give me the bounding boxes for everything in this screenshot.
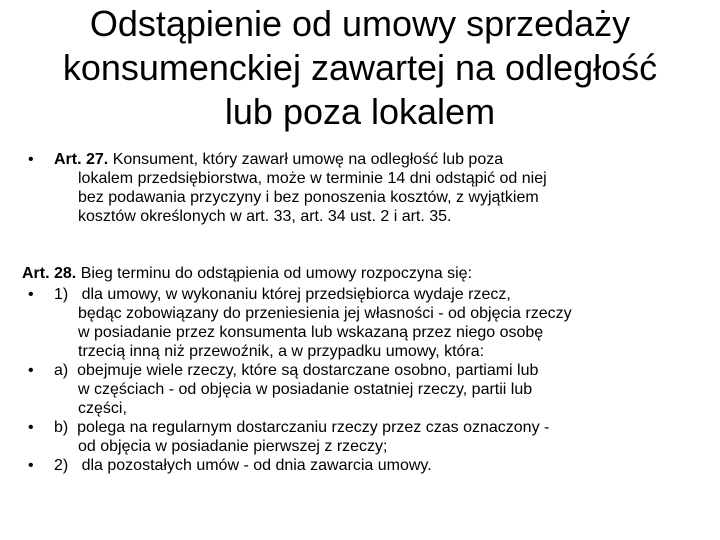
- art28-item-2: [22, 456, 702, 475]
- item-first-line: 1) dla umowy, w wykonaniu której przedsiębiorca wydaje rzecz,: [54, 286, 511, 303]
- item-first-line: b) polega na regularnym dostarczaniu rzeczy przez czas oznaczony -: [54, 419, 550, 436]
- art27-item: [22, 150, 702, 226]
- bullet-icon: •: [28, 151, 34, 168]
- art28-item-a: [22, 361, 702, 418]
- art28-item-1: [22, 285, 702, 361]
- art27-paragraph: [22, 150, 702, 226]
- item-line: od objęcia w posiadanie pierwszej z rzeczy;: [78, 438, 388, 455]
- item-line: w częściach - od objęcia w posiadanie ostatniej rzeczy, partii lub: [78, 381, 533, 398]
- title-line-2: konsumenckiej zawartej na odległość: [62, 47, 658, 88]
- item-first-line: a) obejmuje wiele rzeczy, które są dostarczane osobno, partiami lub: [54, 362, 539, 379]
- item-marker: 1): [54, 286, 69, 303]
- art28-section: [22, 264, 702, 475]
- bullet-icon: •: [28, 362, 34, 379]
- item-marker: a): [54, 362, 69, 379]
- item-marker: b): [54, 419, 69, 436]
- art27-line-2: lokalem przedsiębiorstwa, może w terminie 14 dni odstąpić od niej: [78, 170, 547, 187]
- art27-line-3: bez podawania przyczyny i bez ponoszenia kosztów, z wyjątkiem: [78, 189, 539, 206]
- item-line: będąc zobowiązany do przeniesienia jej własności - od objęcia rzeczy: [78, 305, 572, 322]
- item-line: w posiadanie przez konsumenta lub wskazaną przez niego osobę: [78, 324, 544, 341]
- item-line: części,: [78, 400, 127, 417]
- art28-label: Art. 28.: [22, 265, 77, 282]
- art27-label: Art. 27.: [54, 151, 109, 168]
- bullet-icon: •: [28, 286, 34, 303]
- art28-intro: Art. 28. Bieg terminu do odstąpienia od umowy rozpoczyna się:: [22, 265, 473, 282]
- title-line-3: lub poza lokalem: [224, 91, 496, 132]
- art27-line-1: Art. 27. Konsument, który zawarł umowę na odległość lub poza: [54, 151, 504, 168]
- item-marker: 2): [54, 457, 69, 474]
- slide-title: [30, 2, 690, 134]
- bullet-icon: •: [28, 419, 34, 436]
- bullet-icon: •: [28, 457, 34, 474]
- item-line: trzecią inną niż przewoźnik, a w przypadku umowy, która:: [78, 343, 485, 360]
- art27-line-4: kosztów określonych w art. 33, art. 34 ust. 2 i art. 35.: [78, 208, 452, 225]
- title-line-1: Odstąpienie od umowy sprzedaży: [89, 3, 631, 44]
- item-first-line: 2) dla pozostałych umów - od dnia zawarcia umowy.: [54, 457, 432, 474]
- art28-item-b: [22, 418, 702, 456]
